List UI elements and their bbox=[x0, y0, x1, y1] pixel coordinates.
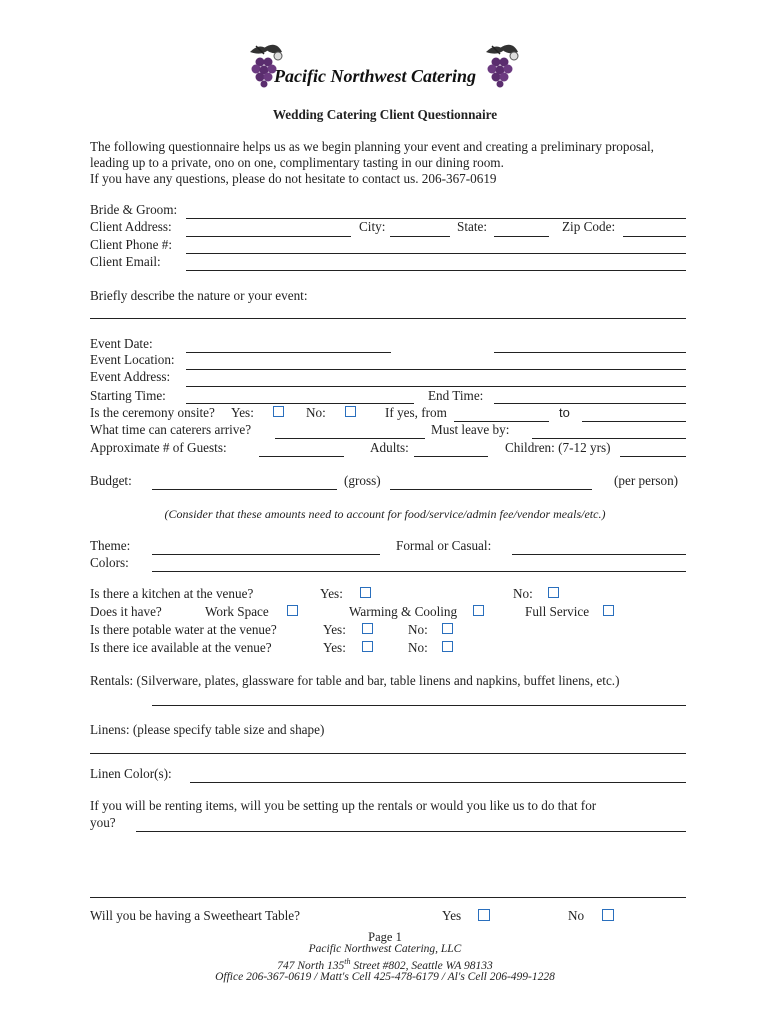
kitchen-question: Is there a kitchen at the venue? bbox=[90, 586, 254, 601]
rental-setup-field[interactable] bbox=[136, 831, 686, 832]
event-address-label: Event Address: bbox=[90, 369, 171, 384]
kitchen-no-checkbox[interactable] bbox=[548, 587, 559, 598]
ceremony-to-field[interactable] bbox=[582, 421, 686, 422]
bride-groom-label: Bride & Groom: bbox=[90, 202, 178, 217]
linens-field[interactable] bbox=[90, 753, 686, 754]
warming-cooling-checkbox[interactable] bbox=[473, 605, 484, 616]
client-email-field[interactable] bbox=[186, 270, 686, 271]
ceremony-no-label: No: bbox=[306, 405, 326, 420]
city-label: City: bbox=[359, 219, 386, 234]
footer-address-part-2: Street #802, Seattle WA 98133 bbox=[350, 959, 493, 972]
company-logo bbox=[240, 40, 530, 92]
linen-color-label: Linen Color(s): bbox=[90, 766, 172, 781]
formal-casual-field[interactable] bbox=[512, 554, 686, 555]
children-label: Children: (7-12 yrs) bbox=[505, 440, 611, 455]
ceremony-onsite-label: Is the ceremony onsite? bbox=[90, 405, 215, 420]
linen-color-field[interactable] bbox=[190, 782, 686, 783]
event-date-extra-field[interactable] bbox=[494, 352, 686, 353]
budget-gross-field[interactable] bbox=[152, 489, 337, 490]
rental-setup-extra-field[interactable] bbox=[90, 897, 686, 898]
must-leave-field[interactable] bbox=[532, 438, 686, 439]
rentals-field[interactable] bbox=[152, 705, 686, 706]
children-field[interactable] bbox=[620, 456, 686, 457]
budget-note: (Consider that these amounts need to account for food/service/admin fee/vendor meals/etc.) bbox=[164, 507, 606, 521]
does-it-have-label: Does it have? bbox=[90, 604, 162, 619]
client-address-field[interactable] bbox=[186, 236, 351, 237]
event-nature-field[interactable] bbox=[90, 318, 686, 319]
client-phone-field[interactable] bbox=[186, 253, 686, 254]
intro-line-2: leading up to a private, ono on one, complimentary tasting in our dining room. bbox=[90, 155, 504, 170]
event-location-label: Event Location: bbox=[90, 352, 175, 367]
client-address-label: Client Address: bbox=[90, 219, 172, 234]
footer-address bbox=[0, 957, 770, 972]
work-space-checkbox[interactable] bbox=[287, 605, 298, 616]
grape-cluster-right-icon bbox=[478, 42, 528, 88]
full-service-checkbox[interactable] bbox=[603, 605, 614, 616]
water-no-checkbox[interactable] bbox=[442, 623, 453, 634]
water-yes-label: Yes: bbox=[323, 622, 346, 637]
zip-label: Zip Code: bbox=[562, 219, 616, 234]
gross-label: (gross) bbox=[344, 473, 381, 488]
ceremony-to-label: to bbox=[559, 405, 570, 420]
ice-yes-checkbox[interactable] bbox=[362, 641, 373, 652]
colors-label: Colors: bbox=[90, 555, 129, 570]
footer-address-superscript: th bbox=[344, 957, 351, 966]
sweetheart-yes-label: Yes bbox=[442, 908, 462, 923]
client-phone-label: Client Phone #: bbox=[90, 237, 173, 252]
budget-label: Budget: bbox=[90, 473, 132, 488]
footer-contacts: Office 206-367-0619 / Matt's Cell 425-478-6179 / Al's Cell 206-499-1228 bbox=[215, 971, 555, 983]
linens-label: Linens: (please specify table size and shape) bbox=[90, 722, 325, 737]
start-time-field[interactable] bbox=[186, 403, 414, 404]
event-date-field[interactable] bbox=[186, 352, 391, 353]
ceremony-no-checkbox[interactable] bbox=[345, 406, 356, 417]
sweetheart-question: Will you be having a Sweetheart Table? bbox=[90, 908, 300, 923]
end-time-field[interactable] bbox=[494, 403, 686, 404]
work-space-label: Work Space bbox=[205, 604, 269, 619]
end-time-label: End Time: bbox=[428, 388, 484, 403]
caterers-arrive-label: What time can caterers arrive? bbox=[90, 422, 252, 437]
zip-field[interactable] bbox=[623, 236, 686, 237]
footer-company: Pacific Northwest Catering, LLC bbox=[308, 943, 462, 955]
ice-no-label: No: bbox=[408, 640, 428, 655]
budget-per-person-field[interactable] bbox=[390, 489, 592, 490]
warming-cooling-label: Warming & Cooling bbox=[349, 604, 458, 619]
guests-field[interactable] bbox=[259, 456, 344, 457]
event-location-field[interactable] bbox=[186, 369, 686, 370]
water-no-label: No: bbox=[408, 622, 428, 637]
kitchen-yes-label: Yes: bbox=[320, 586, 343, 601]
theme-label: Theme: bbox=[90, 538, 131, 553]
theme-field[interactable] bbox=[152, 554, 380, 555]
ice-no-checkbox[interactable] bbox=[442, 641, 453, 652]
intro-line-3: If you have any questions, please do not hesitate to contact us. 206-367-0619 bbox=[90, 171, 497, 186]
event-nature-label: Briefly describe the nature or your event: bbox=[90, 288, 308, 303]
kitchen-no-label: No: bbox=[513, 586, 533, 601]
event-date-label: Event Date: bbox=[90, 336, 153, 351]
client-email-label: Client Email: bbox=[90, 254, 161, 269]
footer-address-part-1: 747 North 135 bbox=[277, 959, 345, 972]
full-service-label: Full Service bbox=[525, 604, 590, 619]
company-logo-text: Pacific Northwest Catering bbox=[274, 66, 476, 86]
colors-field[interactable] bbox=[152, 571, 686, 572]
ice-yes-label: Yes: bbox=[323, 640, 346, 655]
must-leave-label: Must leave by: bbox=[431, 422, 510, 437]
page-number: Page 1 bbox=[368, 930, 402, 944]
water-question: Is there potable water at the venue? bbox=[90, 622, 277, 637]
ice-question: Is there ice available at the venue? bbox=[90, 640, 272, 655]
start-time-label: Starting Time: bbox=[90, 388, 166, 403]
adults-label: Adults: bbox=[370, 440, 409, 455]
state-label: State: bbox=[457, 219, 488, 234]
if-yes-from-label: If yes, from bbox=[385, 405, 447, 420]
sweetheart-no-checkbox[interactable] bbox=[602, 909, 614, 921]
water-yes-checkbox[interactable] bbox=[362, 623, 373, 634]
per-person-label: (per person) bbox=[614, 473, 679, 488]
ceremony-yes-checkbox[interactable] bbox=[273, 406, 284, 417]
sweetheart-yes-checkbox[interactable] bbox=[478, 909, 490, 921]
ceremony-yes-label: Yes: bbox=[231, 405, 254, 420]
rentals-label: Rentals: (Silverware, plates, glassware for table and bar, table linens and napkins, buffet linens, etc.) bbox=[90, 673, 620, 688]
page-title: Wedding Catering Client Questionnaire bbox=[272, 107, 498, 122]
sweetheart-no-label: No bbox=[568, 908, 585, 923]
kitchen-yes-checkbox[interactable] bbox=[360, 587, 371, 598]
guests-label: Approximate # of Guests: bbox=[90, 440, 227, 455]
rental-setup-question-line-2: you? bbox=[90, 815, 116, 830]
intro-line-1: The following questionnaire helps us as we begin planning your event and creating a preliminary proposal, bbox=[90, 139, 654, 154]
event-address-field[interactable] bbox=[186, 386, 686, 387]
caterers-arrive-field[interactable] bbox=[275, 438, 425, 439]
state-field[interactable] bbox=[494, 236, 549, 237]
formal-casual-label: Formal or Casual: bbox=[396, 538, 492, 553]
rental-setup-question-line-1: If you will be renting items, will you be setting up the rentals or would you like us to do that for bbox=[90, 798, 597, 813]
adults-field[interactable] bbox=[414, 456, 488, 457]
city-field[interactable] bbox=[390, 236, 450, 237]
